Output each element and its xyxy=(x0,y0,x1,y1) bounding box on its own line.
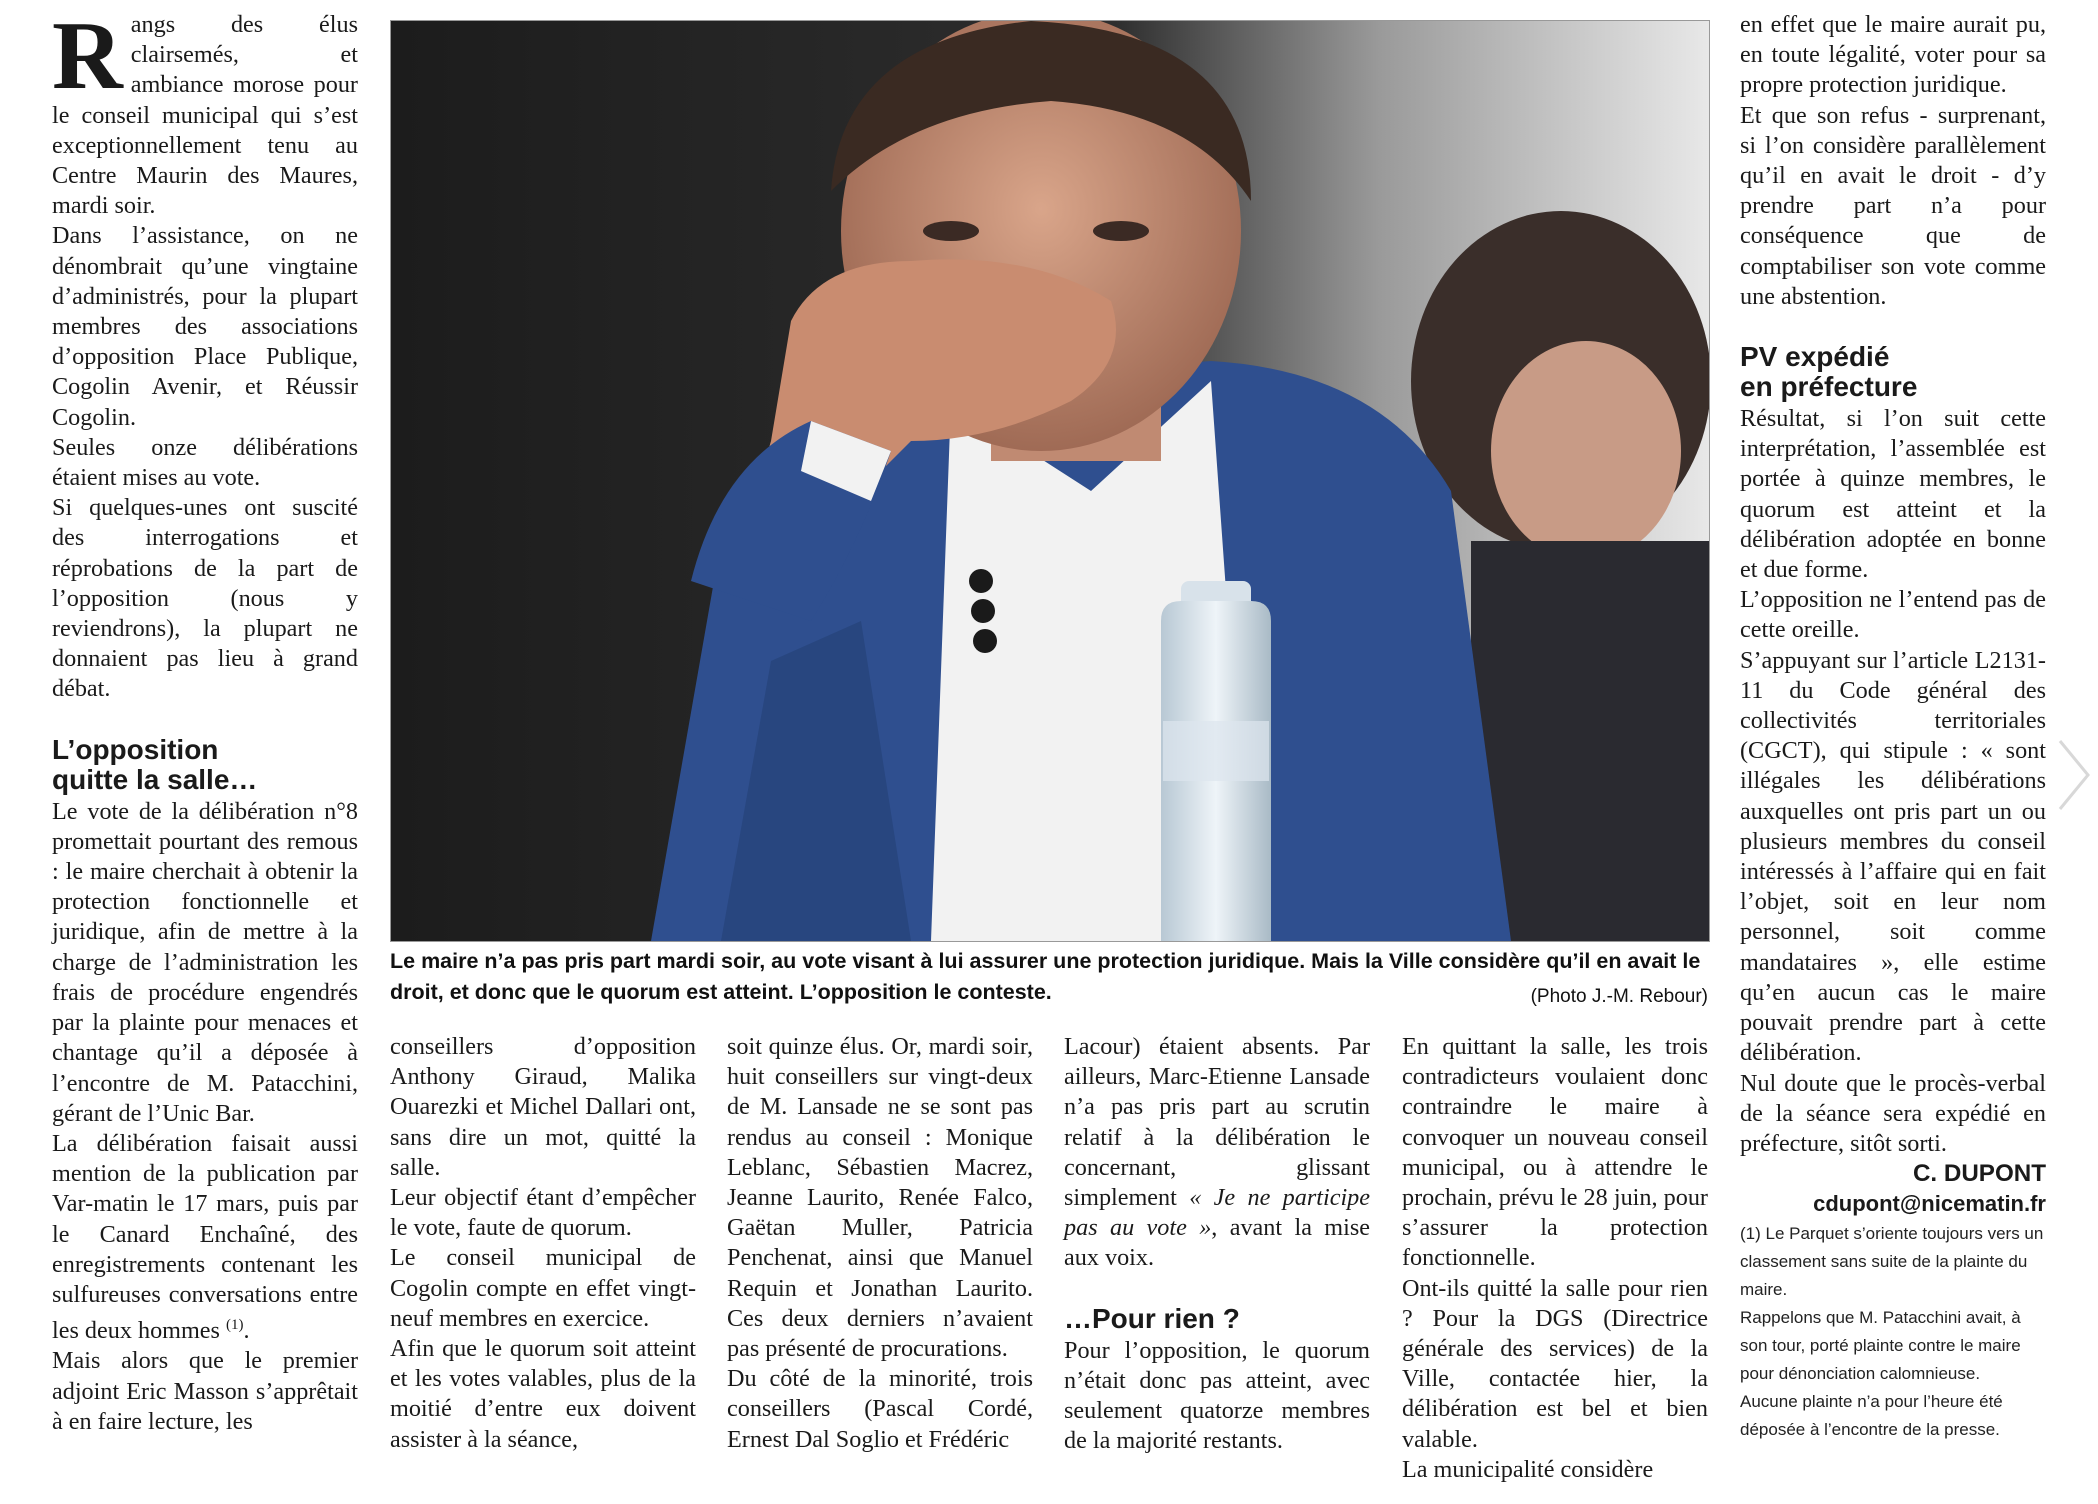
paragraph: Résultat, si l’on suit cette interprétation, l’assemblée est portée à quinze membres, le quorum est atteint et la délibération adoptée en bonne et due forme. xyxy=(1740,405,2046,584)
paragraph: L’opposition ne l’entend pas de cette oreille. xyxy=(1740,586,2046,644)
paragraph: Ont-ils quitté la salle pour rien ? Pour la DGS (Directrice générale des services) de la Ville, contactée hier, la délibération est bel et bien valable. xyxy=(1402,1274,1708,1453)
paragraph: S’appuyant sur l’article L2131-11 du Code général des collectivités territoriales (CGCT), qui stipule : « sont illégales les délibérations auxquelles ont pris part un ou plusieurs membres du conseil intéressés à l’affaire qui en fait l’objet, soit en leur nom personnel, soit comme mandataires », elle estime qu’en aucun cas le maire pouvait prendre part à cette délibération. xyxy=(1740,646,2046,1067)
photo-illustration xyxy=(391,21,1709,941)
author-email: cdupont@nicematin.fr xyxy=(1813,1191,2046,1217)
paragraph: La délibération faisait aussi mention de la publication par Var-matin le 17 mars, puis par le Canard Enchaîné, des enregistrements contenant les sulfureuses conversations entre les deux hommes $^{(1)}$. xyxy=(52,1129,358,1345)
paragraph: Lacour) étaient absents. Par ailleurs, Marc-Etienne Lansade n’a pas pris part au scrutin relatif à la délibération le concernant, glissant simplement « Je ne participe pas au vote », avant la mise aux voix. xyxy=(1064,1033,1370,1272)
paragraph: conseillers d’opposition Anthony Giraud, Malika Ouarezki et Michel Dallari ont, sans dire un mot, quitté la salle. xyxy=(390,1033,696,1181)
photo-caption: Le maire n’a pas pris part mardi soir, au vote visant à lui assurer une protection juridique. Mais la Ville considère qu’il en avait le droit, et donc que le quorum est atteint. L’opposition le conteste. (Photo J.-M. Rebour) xyxy=(390,946,1708,1012)
footnote: Rappelons que M. Patacchini avait, à son tour, porté plainte contre le maire pour dénonciation calomnieuse. xyxy=(1740,1307,2021,1383)
article-column-5 xyxy=(1402,1032,1708,1485)
paragraph: Rangs des élus clairsemés, et ambiance morose pour le conseil municipal qui s’est exceptionnellement tenu au Centre Maurin des Maures, mardi soir. xyxy=(52,2,358,220)
paragraph: Pour l’opposition, le quorum n’était donc pas atteint, avec seulement quatorze membres de la majorité restants. xyxy=(1064,1336,1370,1455)
footnote: (1) Le Parquet s’oriente toujours vers un classement sans suite de la plainte du maire. xyxy=(1740,1223,2044,1299)
paragraph: Si quelques-unes ont suscité des interrogations et réprobations de la part de l’opposition (nous y reviendrons), la plupart ne donnaient pas lieu à grand débat. xyxy=(52,494,358,703)
footnote-ref: (1) xyxy=(226,1317,244,1334)
footnote: Aucune plainte n’a pour l’heure été déposée à l’encontre de la presse. xyxy=(1740,1391,2003,1439)
article-column-4 xyxy=(1064,1032,1370,1456)
paragraph: Afin que le quorum soit atteint et les votes valables, plus de la moitié d’entre eux doivent assister à la séance, xyxy=(390,1335,696,1453)
next-page-chevron-icon[interactable] xyxy=(2054,735,2094,815)
subheading-opposition: L’opposition quitte la salle… xyxy=(52,733,258,795)
paragraph: Le vote de la délibération n°8 promettait pourtant des remous : le maire cherchait à obtenir la protection fonctionnelle et juridique, afin de mettre à la charge de l’administration les frais de procédure engendrés par la plainte pour menaces et chantage qu’il a déposée à l’encontre de M. Patacchini, gérant de l’Unic Bar. xyxy=(52,797,358,1127)
subheading-pour-rien: …Pour rien ? xyxy=(1064,1302,1240,1334)
article-column-6 xyxy=(1740,10,2046,1444)
photo-credit: (Photo J.-M. Rebour) xyxy=(1530,986,1708,1007)
paragraph: Et que son refus - surprenant, si l’on considère parallèlement qu’il en avait le droit - d’y prendre part n’a pour conséquence que de comptabiliser son vote comme une abstention. xyxy=(1740,101,2046,310)
article-column-2 xyxy=(390,1032,696,1455)
author-signature: C. DUPONT xyxy=(1912,1160,2046,1188)
paragraph: Le conseil municipal de Cogolin compte en effet vingt-neuf membres en exercice. xyxy=(390,1244,696,1332)
paragraph: Nul doute que le procès-verbal de la séance sera expédié en préfecture, sitôt sorti. xyxy=(1740,1069,2046,1157)
article-column-3 xyxy=(727,1032,1033,1455)
subheading-pv-expedie: PV expédié en préfecture xyxy=(1740,341,1918,403)
paragraph: Du côté de la minorité, trois conseillers (Pascal Cordé, Ernest Dal Soglio et Frédéric xyxy=(727,1365,1033,1453)
paragraph: En quittant la salle, les trois contradicteurs voulaient donc contraindre le maire à convoquer un nouveau conseil municipal, ou à attendre le prochain, prévu le 28 juin, pour s’assurer la protection fonctionnelle. xyxy=(1402,1033,1708,1272)
quote: « Je ne participe pas au vote » xyxy=(1064,1184,1370,1242)
paragraph: La municipalité considère xyxy=(1402,1455,1654,1483)
paragraph: Dans l’assistance, on ne dénombrait qu’une vingtaine d’administrés, pour la plupart membres des associations d’opposition Place Publique, Cogolin Avenir, et Réussir Cogolin. xyxy=(52,222,358,431)
paragraph: Leur objectif étant d’empêcher le vote, faute de quorum. xyxy=(390,1184,696,1242)
mayor-photo xyxy=(390,20,1710,942)
paragraph: Mais alors que le premier adjoint Eric Masson s’apprêtait à en faire lecture, les xyxy=(52,1347,358,1435)
article-column-1 xyxy=(52,2,358,1437)
paragraph: en effet que le maire aurait pu, en toute légalité, voter pour sa propre protection juridique. xyxy=(1740,11,2046,99)
drop-cap: R xyxy=(52,2,123,110)
paragraph: Seules onze délibérations étaient mises au vote. xyxy=(52,433,358,492)
paragraph: soit quinze élus. Or, mardi soir, huit conseillers sur vingt-deux de M. Lansade ne se sont pas rendus au conseil : Monique Leblanc, Sébastien Macrez, Jeanne Laurito, Renée Falco, Gaëtan Muller, Patricia Penchenat, ainsi que Manuel Requin et Jonathan Laurito. Ces deux derniers n’avaient pas présenté de procurations. xyxy=(727,1033,1033,1363)
